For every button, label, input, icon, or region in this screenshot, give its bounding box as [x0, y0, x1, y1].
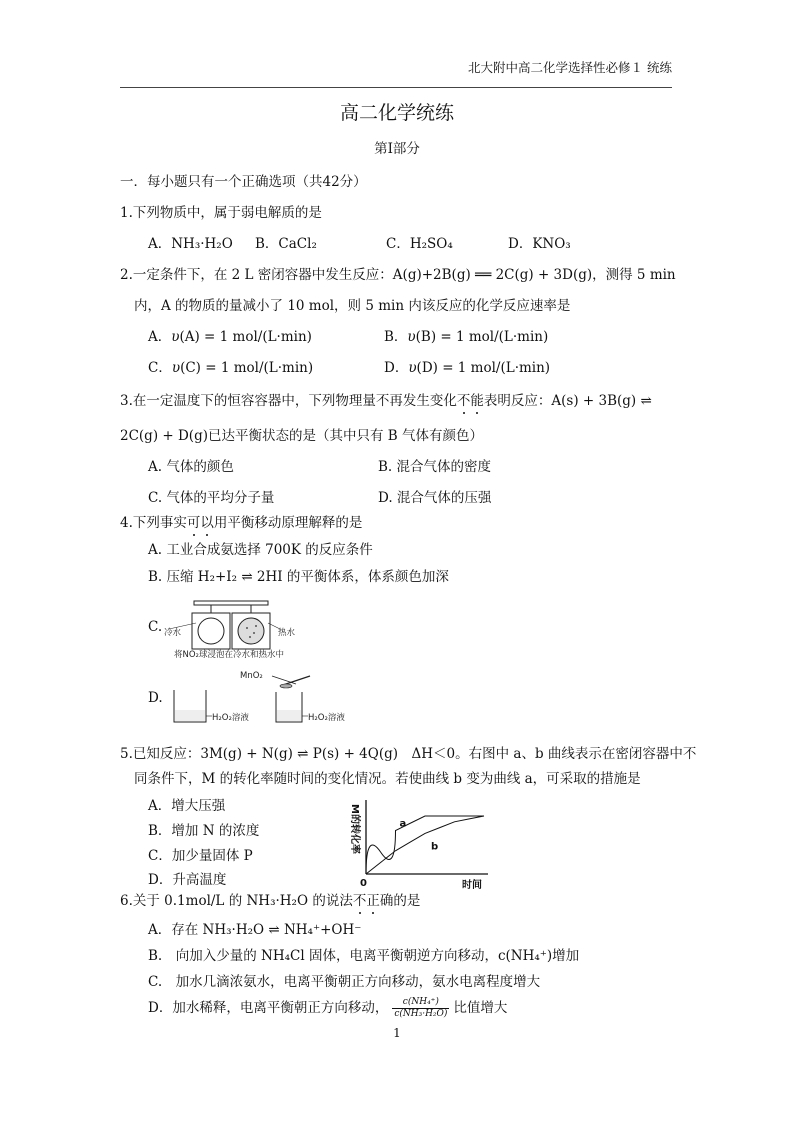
section-heading: 一．每小题只有一个正确选项（共42分） [120, 174, 367, 190]
q2-option-d: D．υ(D) = 1 mol/(L·min) [384, 360, 551, 376]
no2-flasks-figure [164, 593, 324, 663]
q5-stem-line2: 同条件下，M 的转化率随时间的变化情况。若使曲线 b 变为曲线 a，可采取的措施是 [134, 771, 641, 787]
hot-water-label: 热水 [278, 628, 296, 638]
q3-option-a: A. 气体的颜色 [148, 459, 234, 475]
mno2-label: MnO₂ [240, 671, 263, 681]
fraction-numerator: c(NH₄⁺) [392, 997, 449, 1009]
q2-option-a: A．υ(A) = 1 mol/(L·min) [148, 329, 312, 345]
page-number: 1 [393, 1026, 401, 1040]
q2-stem-line1: 2.一定条件下，在 2 L 密闭容器中发生反应：A(g)+2B(g) ══ 2C(g) + 3D(g)，测得 5 min [120, 267, 676, 283]
q5-option-c: C．加少量固体 P [148, 848, 253, 864]
q2-stem-line2: 内，A 的物质的量减小了 10 mol，则 5 min 内该反应的化学反应速率是 [134, 298, 571, 314]
h2o2-right-label: H₂O₂溶液 [308, 713, 345, 723]
y-axis-label: M的转化率 [349, 804, 360, 854]
x-axis-label: 时间 [462, 880, 482, 891]
q5-stem-line1: 5.已知反应：3M(g) + N(g) ⇌ P(s) + 4Q(g) ΔH＜0。右图中 a、b 曲线表示在密闭容器中不 [120, 746, 697, 762]
q2-option-b: B．υ(B) = 1 mol/(L·min) [384, 329, 549, 345]
q1-option-d: D．KNO₃ [508, 236, 571, 252]
q1-stem: 1.下列物质中，属于弱电解质的是 [120, 205, 322, 221]
h2o2-beakers-figure [168, 666, 368, 730]
q6-option-d: D．加水稀释，电离平衡朝正方向移动， $\frac{\text{c(NH₄⁺)}}{\text{c(NH₃·H₂O)}}$ 比值增大 [148, 997, 508, 1019]
q6-option-c: C. 加水几滴浓氨水，电离平衡朝正方向移动，氨水电离程度增大 [148, 974, 541, 990]
q2-option-c: C．υ(C) = 1 mol/(L·min) [148, 360, 314, 376]
q5-option-b: B．增加 N 的浓度 [148, 823, 260, 839]
q3-stem-line2: 2C(g) + D(g)已达平衡状态的是（其中只有 B 气体有颜色） [120, 428, 483, 444]
h2o2-left-label: H₂O₂溶液 [212, 713, 249, 723]
header-rule [120, 87, 672, 88]
series-line-a [366, 816, 484, 874]
q1-option-c: C．H₂SO₄ [386, 236, 453, 252]
q4-option-c-label: C. [148, 619, 163, 635]
fraction-denominator: c(NH₃·H₂O) [394, 1009, 448, 1019]
origin-label: 0 [360, 878, 367, 889]
q4-option-d-label: D. [148, 690, 163, 706]
flask-caption: 将NO₂球浸泡在冷水和热水中 [174, 650, 284, 660]
q5-option-a: A．增大压强 [148, 798, 226, 814]
q3-stem-line1: 3.在一定温度下的恒容容器中，下列物理量不再发生变化不能表明反应：A(s) + 3B(g) ⇌ [120, 393, 652, 409]
q6-option-a: A．存在 NH₃·H₂O ⇌ NH₄⁺+OH⁻ [148, 922, 362, 938]
running-header: 北大附中高二化学选择性必修１ 统练 [468, 60, 672, 75]
q1-option-a: A．NH₃·H₂O [148, 236, 233, 252]
part-label: 第Ⅰ部分 [374, 141, 420, 157]
series-label-b: b [431, 841, 439, 853]
cold-water-label: 冷水 [164, 628, 182, 638]
q1-option-b: B．CaCl₂ [255, 236, 317, 252]
q3-option-d: D. 混合气体的压强 [378, 490, 492, 506]
page-title: 高二化学统练 [339, 102, 454, 124]
q4-option-b: B. 压缩 H₂+I₂ ⇌ 2HI 的平衡体系，体系颜色加深 [148, 569, 449, 585]
q6-option-b: B. 向加入少量的 NH₄Cl 固体，电离平衡朝逆方向移动，c(NH₄⁺)增加 [148, 948, 580, 964]
series-line-b [366, 816, 484, 874]
q4-option-a: A. 工业合成氨选择 700K 的反应条件 [148, 542, 373, 558]
q6-ratio-fraction [392, 997, 449, 1020]
series-label-a: a [399, 818, 407, 830]
q5-option-d: D．升高温度 [148, 872, 227, 888]
q4-stem: 4.下列事实可以用平衡移动原理解释的是 [120, 515, 363, 531]
conversion-chart [338, 796, 498, 892]
q6-stem: 6.关于 0.1mol/L 的 NH₃·H₂O 的说法不正确的是 [120, 893, 421, 909]
q3-option-c: C. 气体的平均分子量 [148, 490, 275, 506]
q3-option-b: B. 混合气体的密度 [378, 459, 492, 475]
